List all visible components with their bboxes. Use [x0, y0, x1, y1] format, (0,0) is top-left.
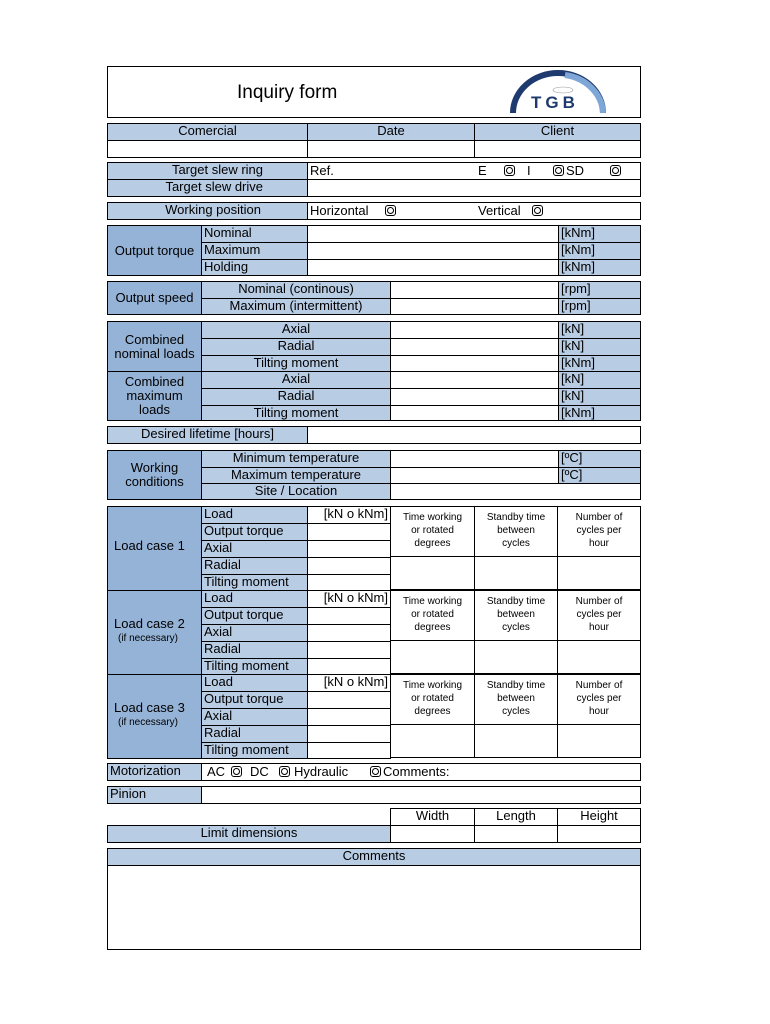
load-case-row-label: Tilting moment — [201, 574, 308, 591]
load-case-header: Number of cycles per hour — [557, 506, 641, 557]
load-case-row-label: Radial — [201, 725, 308, 743]
load-row-field[interactable] — [390, 321, 559, 339]
load-case-field[interactable] — [307, 574, 391, 591]
load-case-value-field[interactable] — [557, 556, 641, 590]
ref-row — [307, 162, 641, 180]
option-i-radio[interactable] — [553, 165, 564, 176]
speed-maximum-unit: [rpm] — [558, 298, 641, 315]
load-case-field[interactable] — [307, 725, 391, 743]
load-case-field[interactable] — [307, 658, 391, 675]
load-case-note: (if necessary) — [118, 633, 179, 644]
load-case-value-field[interactable] — [390, 556, 475, 590]
width-field[interactable] — [390, 825, 475, 843]
load-row-label: Axial — [201, 321, 391, 339]
load-case-header: Time working or rotated degrees — [390, 506, 475, 557]
inquiry-form — [107, 66, 641, 950]
load-case-row-label: Axial — [201, 540, 308, 558]
height-field[interactable] — [557, 825, 641, 843]
load-row-field[interactable] — [390, 355, 559, 372]
speed-maximum-field[interactable] — [390, 298, 559, 315]
comercial-field[interactable] — [107, 140, 308, 158]
load-case-header: Standby time between cycles — [474, 506, 558, 557]
load-row-unit: [kN] — [558, 388, 641, 406]
load-row-field[interactable] — [390, 338, 559, 356]
load-row-unit: [kNm] — [558, 355, 641, 372]
width-header: Width — [390, 808, 475, 826]
load-case-row-label: Load — [201, 590, 308, 608]
load-case-header: Time working or rotated degrees — [390, 674, 475, 725]
load-case-field[interactable] — [307, 708, 391, 726]
output-speed-label: Output speed — [107, 281, 202, 315]
load-case-row-label: Tilting moment — [201, 742, 308, 759]
load-row-field[interactable] — [390, 405, 559, 421]
ac-radio[interactable] — [231, 766, 242, 777]
max-temperature-field[interactable] — [390, 467, 559, 484]
load-case-row-label: Radial — [201, 557, 308, 575]
option-sd-label: SD — [566, 163, 585, 178]
load-row-unit: [kNm] — [558, 405, 641, 421]
load-case-header: Standby time between cycles — [474, 590, 558, 641]
load-case-field[interactable] — [307, 607, 391, 625]
speed-nominal-label: Nominal (continous) — [201, 281, 391, 299]
load-case-value-field[interactable] — [557, 640, 641, 674]
vertical-label: Vertical — [478, 203, 521, 218]
dc-radio[interactable] — [279, 766, 290, 777]
load-row-unit: [kN] — [558, 371, 641, 389]
load-case-row-label: Axial — [201, 624, 308, 642]
torque-maximum-unit: [kNm] — [558, 242, 641, 260]
vertical-radio[interactable] — [532, 205, 543, 216]
page-title: Inquiry form — [237, 82, 338, 103]
load-case-field[interactable] — [307, 557, 391, 575]
load-case-value-field[interactable] — [474, 556, 558, 590]
header-comercial: Comercial — [107, 123, 308, 141]
desired-lifetime-label: Desired lifetime [hours] — [107, 426, 308, 444]
load-case-header: Time working or rotated degrees — [390, 590, 475, 641]
load-case-value-field[interactable] — [390, 640, 475, 674]
load-row-label: Radial — [201, 338, 391, 356]
load-row-unit: [kN] — [558, 338, 641, 356]
torque-holding-unit: [kNm] — [558, 259, 641, 276]
load-case-field[interactable] — [307, 742, 391, 759]
torque-maximum-label: Maximum — [201, 242, 308, 260]
load-case-row-label: Load — [201, 674, 308, 692]
torque-nominal-label: Nominal — [201, 225, 308, 243]
option-e-label: E — [478, 163, 487, 178]
load-case-header: Standby time between cycles — [474, 674, 558, 725]
load-case-value-field[interactable] — [474, 724, 558, 758]
hydraulic-label: Hydraulic — [294, 764, 349, 779]
load-case-unit: [kN o kNm] — [307, 590, 391, 608]
max-temperature-unit: [ºC] — [558, 467, 641, 484]
load-case-unit: [kN o kNm] — [307, 506, 391, 524]
horizontal-radio[interactable] — [385, 205, 396, 216]
load-row-label: Radial — [201, 388, 391, 406]
torque-maximum-field[interactable] — [307, 242, 559, 260]
load-case-header: Number of cycles per hour — [557, 674, 641, 725]
option-i-label: I — [527, 163, 531, 178]
load-row-field[interactable] — [390, 371, 559, 389]
load-row-label: Tilting moment — [201, 405, 391, 421]
load-case-title: Load case 1 — [114, 538, 185, 553]
comments-header: Comments — [107, 848, 641, 866]
tgb-logo — [505, 68, 611, 114]
length-header: Length — [474, 808, 558, 826]
output-torque-label: Output torque — [107, 225, 202, 276]
option-e-radio[interactable] — [504, 165, 515, 176]
combined-nominal-loads-label: Combined nominal loads — [107, 321, 202, 372]
load-row-label: Axial — [201, 371, 391, 389]
target-slew-drive-field[interactable] — [307, 179, 641, 197]
combined-maximum-loads-label: Combined maximum loads — [107, 371, 202, 421]
load-case-row-label: Tilting moment — [201, 658, 308, 675]
ref-label: Ref. — [310, 163, 334, 178]
speed-nominal-unit: [rpm] — [558, 281, 641, 299]
load-case-row-label: Axial — [201, 708, 308, 726]
load-case-field[interactable] — [307, 624, 391, 642]
load-row-unit: [kN] — [558, 321, 641, 339]
motorization-comments-label: Comments: — [383, 764, 450, 779]
height-header: Height — [557, 808, 641, 826]
hydraulic-radio[interactable] — [370, 766, 381, 777]
load-case-row-label: Output torque — [201, 607, 308, 625]
working-position-label: Working position — [107, 202, 308, 220]
pinion-label: Pinion — [107, 786, 202, 804]
speed-maximum-label: Maximum (intermittent) — [201, 298, 391, 315]
load-case-title: Load case 2 — [114, 616, 185, 631]
header-client: Client — [474, 123, 641, 141]
load-case-field[interactable] — [307, 523, 391, 541]
ac-label: AC — [207, 764, 226, 779]
comments-textarea[interactable] — [107, 865, 641, 950]
load-row-field[interactable] — [390, 388, 559, 406]
option-sd-radio[interactable] — [610, 165, 621, 176]
desired-lifetime-field[interactable] — [307, 426, 641, 444]
torque-nominal-unit: [kNm] — [558, 225, 641, 243]
site-location-label: Site / Location — [201, 483, 391, 500]
target-slew-drive-label: Target slew drive — [107, 179, 308, 197]
site-location-field[interactable] — [390, 483, 641, 500]
horizontal-label: Horizontal — [310, 203, 369, 218]
load-case-title: Load case 3 — [114, 700, 185, 715]
pinion-field[interactable] — [201, 786, 641, 804]
load-case-row-label: Load — [201, 506, 308, 524]
dc-label: DC — [250, 764, 269, 779]
length-field[interactable] — [474, 825, 558, 843]
torque-holding-label: Holding — [201, 259, 308, 276]
motorization-label: Motorization — [107, 763, 202, 781]
load-case-field[interactable] — [307, 691, 391, 709]
load-case-header: Number of cycles per hour — [557, 590, 641, 641]
load-case-row-label: Output torque — [201, 523, 308, 541]
load-case-note: (if necessary) — [118, 717, 179, 728]
limit-dimensions-label: Limit dimensions — [107, 825, 391, 843]
working-conditions-label: Working conditions — [107, 450, 202, 500]
logo-text: TGB — [531, 93, 579, 112]
min-temperature-field[interactable] — [390, 450, 559, 468]
load-case-row-label: Radial — [201, 641, 308, 659]
target-slew-ring-label: Target slew ring — [107, 162, 308, 180]
date-field[interactable] — [307, 140, 475, 158]
client-field[interactable] — [474, 140, 641, 158]
load-case-value-field[interactable] — [474, 640, 558, 674]
max-temperature-label: Maximum temperature — [201, 467, 391, 484]
load-case-value-field[interactable] — [557, 724, 641, 758]
min-temperature-label: Minimum temperature — [201, 450, 391, 468]
load-case-row-label: Output torque — [201, 691, 308, 709]
min-temperature-unit: [ºC] — [558, 450, 641, 468]
torque-holding-field[interactable] — [307, 259, 559, 276]
torque-nominal-field[interactable] — [307, 225, 559, 243]
load-case-unit: [kN o kNm] — [307, 674, 391, 692]
header-date: Date — [307, 123, 475, 141]
speed-nominal-field[interactable] — [390, 281, 559, 299]
load-row-label: Tilting moment — [201, 355, 391, 372]
load-case-field[interactable] — [307, 641, 391, 659]
load-case-value-field[interactable] — [390, 724, 475, 758]
load-case-field[interactable] — [307, 540, 391, 558]
